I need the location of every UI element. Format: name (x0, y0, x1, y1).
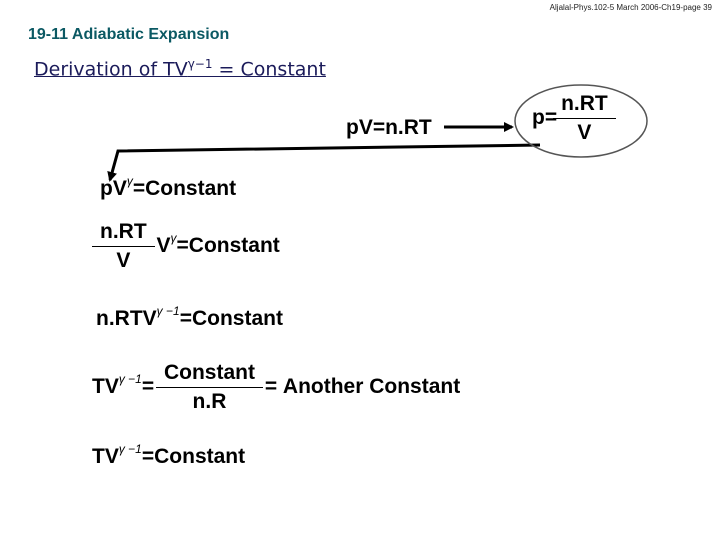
pressure-denominator: V (553, 118, 616, 145)
equation-step-3 (96, 304, 283, 331)
step2-fraction (96, 220, 151, 273)
step4-numerator: Constant (163, 361, 255, 384)
pressure-numerator: n.RT (561, 92, 608, 115)
step4-rhs: = Another Constant (264, 375, 461, 399)
step2-rhs: =Constant (176, 234, 280, 258)
ideal-gas-law: pV=n.RT (346, 116, 432, 139)
subtitle-suffix: = Constant (212, 58, 326, 81)
step3-rhs: =Constant (179, 307, 283, 330)
pressure-fraction (557, 92, 612, 145)
step4-exponent: γ −1 (118, 372, 142, 387)
step1-lhs: pV (100, 177, 127, 200)
equation-step-1 (100, 174, 236, 201)
step1-rhs: =Constant (132, 177, 237, 200)
step2-numerator: n.RT (100, 220, 147, 243)
subtitle-prefix: Derivation of TV (34, 58, 188, 81)
slide-title: 19-11 Adiabatic Expansion (28, 26, 230, 43)
pressure-lhs: p= (532, 106, 558, 130)
step1-exponent: γ (126, 174, 133, 188)
step3-lhs: n.RTV (96, 307, 157, 330)
step4-equals: = (141, 375, 155, 399)
step4-lhs: TV (92, 375, 119, 399)
page-header: Aljalal-Phys.102-5 March 2006-Ch19-page 39 (549, 3, 712, 12)
step5-exponent: γ −1 (118, 442, 142, 456)
step5-rhs: =Constant (141, 445, 246, 468)
equation-step-4 (92, 361, 460, 414)
step4-fraction (160, 361, 259, 414)
step5-lhs: TV (92, 445, 119, 468)
step4-denominator: n.R (156, 387, 263, 414)
subtitle-exponent: γ−1 (187, 57, 213, 71)
step2-denominator: V (92, 246, 155, 273)
step2-exponent: γ (170, 231, 177, 246)
step3-exponent: γ −1 (156, 304, 180, 318)
step2-v: V (156, 234, 171, 258)
equation-step-2 (96, 220, 280, 273)
equation-step-5 (92, 442, 245, 469)
pressure-expression (532, 92, 612, 145)
